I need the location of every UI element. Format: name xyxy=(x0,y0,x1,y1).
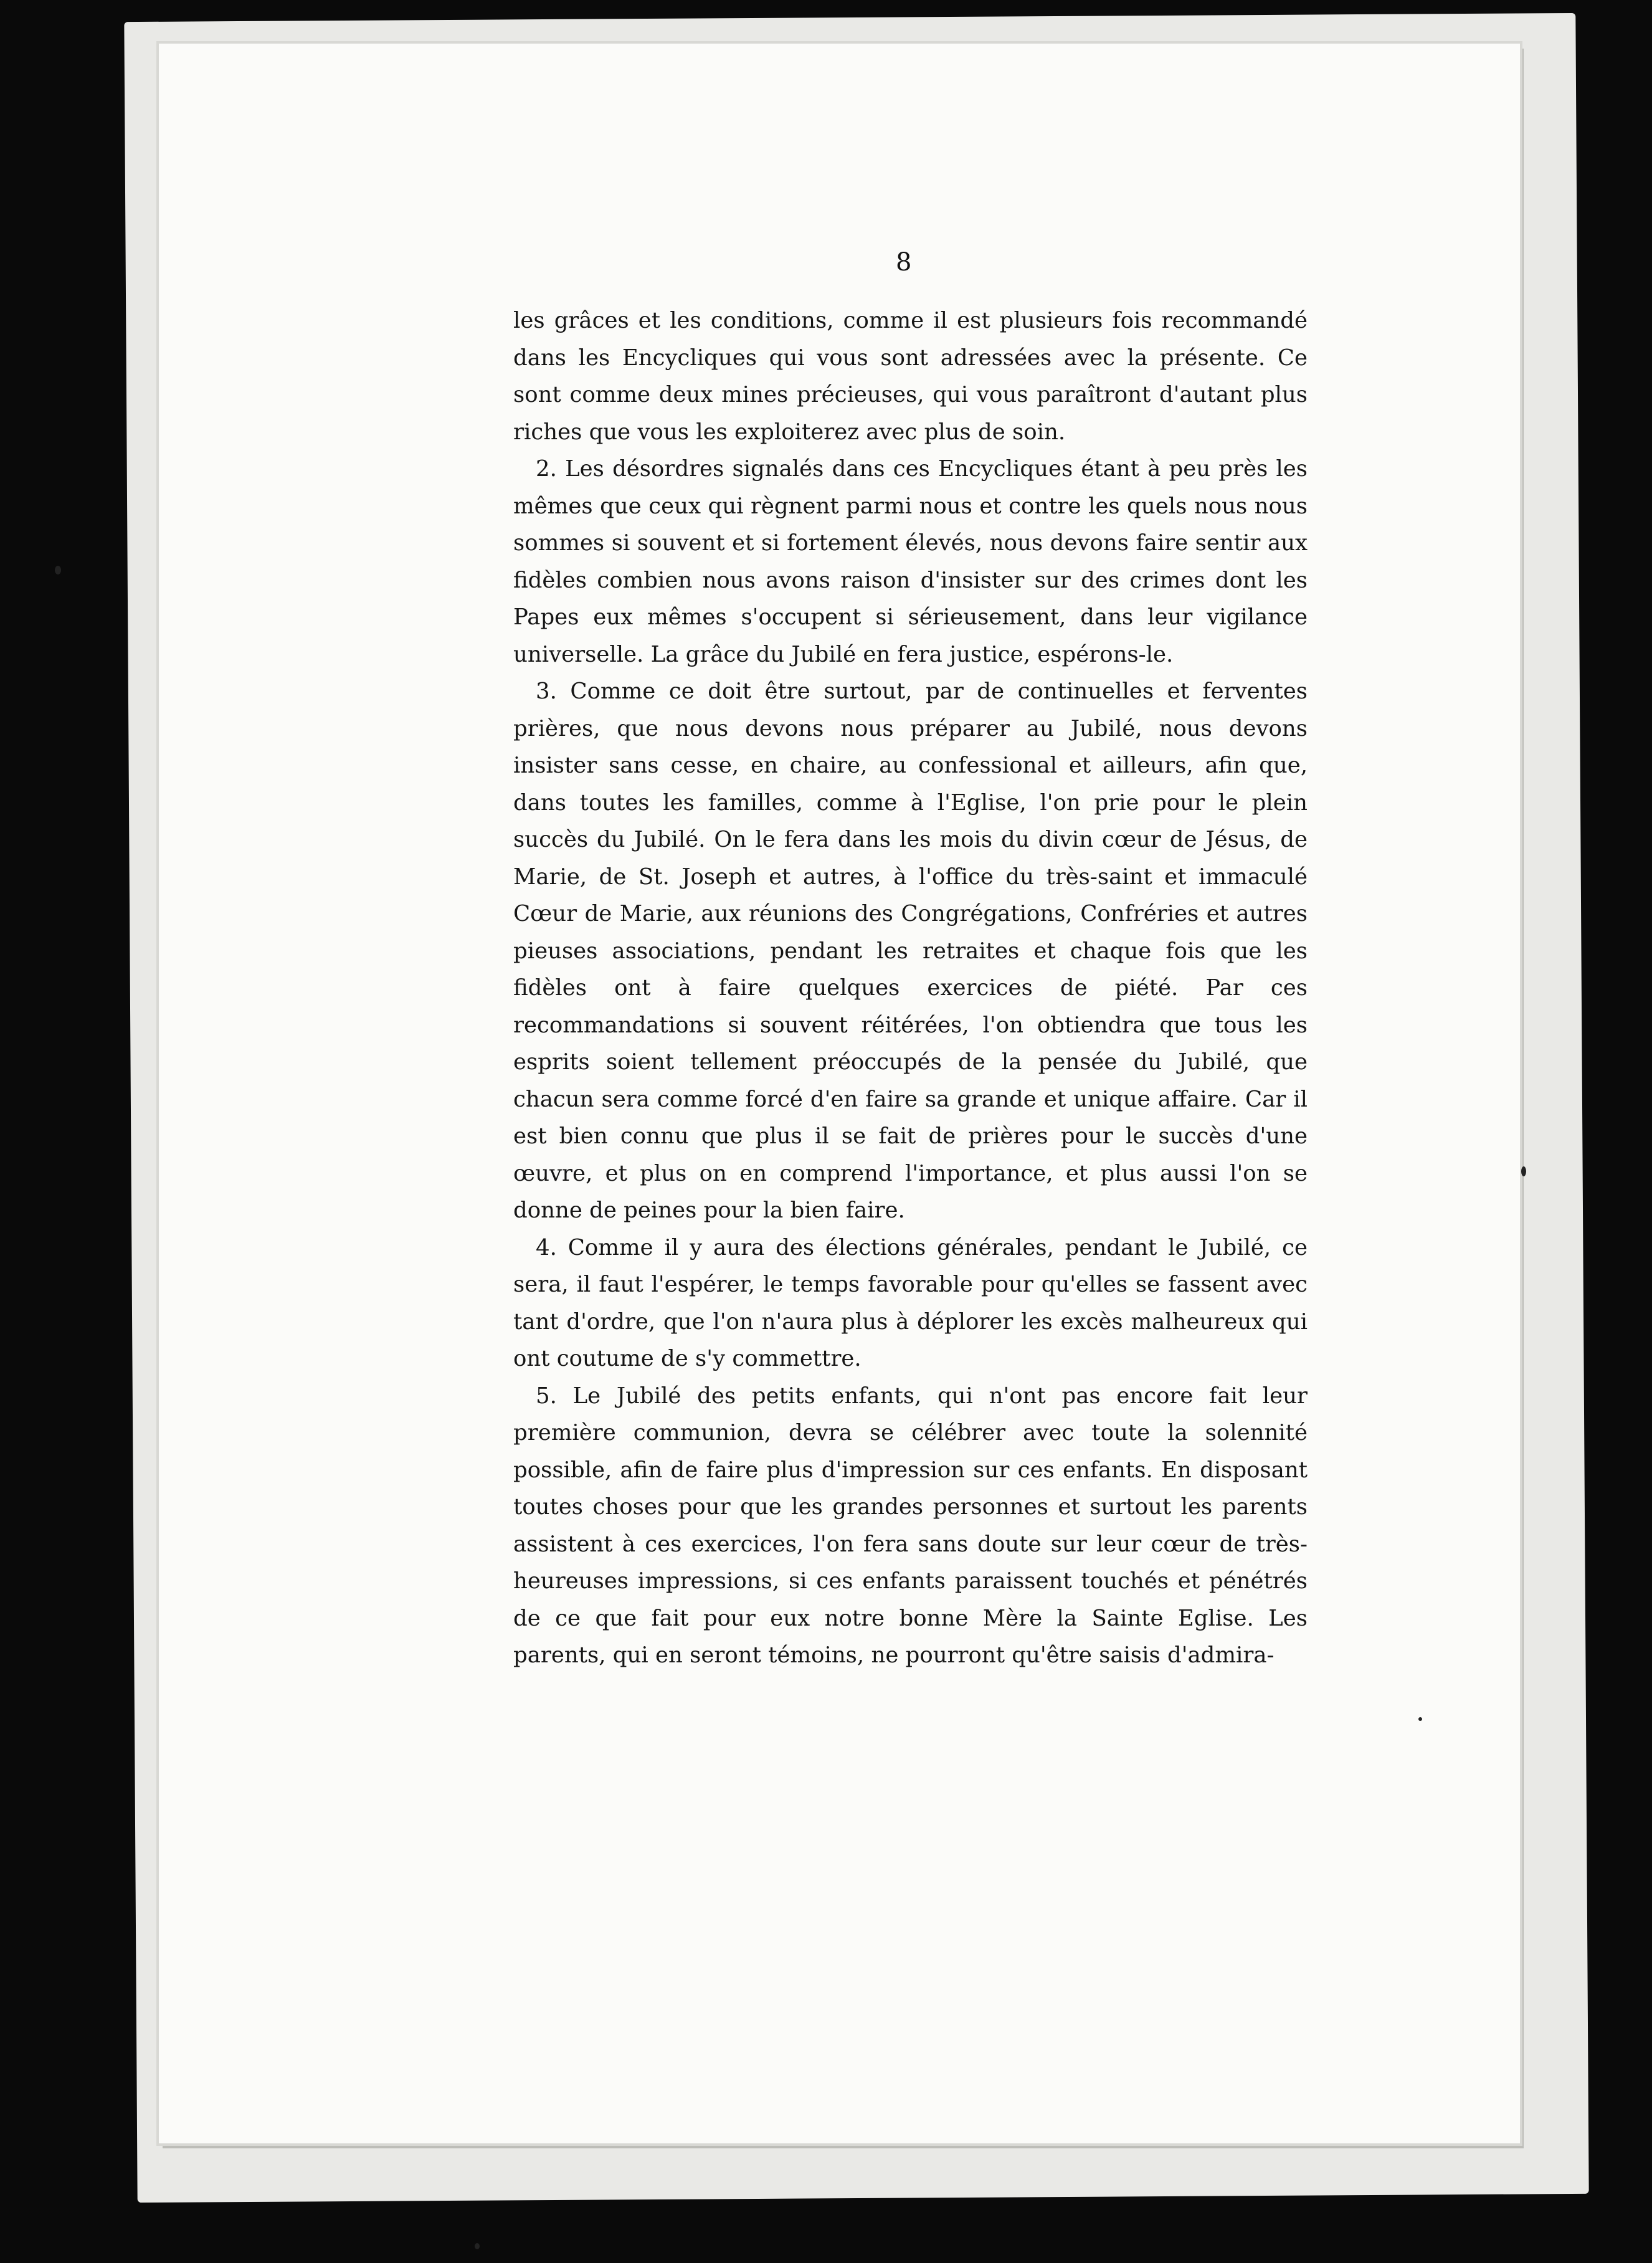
paragraph-5: 5. Le Jubilé des petits enfants, qui n'ont pas encore fait leur première communion, devra se célébrer avec toute la solennité possible, afin de faire plus d'impression sur ces enfants. En disposant toutes choses pour que les grandes personnes et surtout les parents assistent à ces exercices, l'on fera sans doute sur leur cœur de très-heureuses impressions, si ces enfants paraissent touchés et pénétrés de ce que fait pour eux notre bonne Mère la Sainte Eglise. Les parents, qui en seront témoins, ne pourront qu'être saisis d'admira- xyxy=(513,1383,1308,1668)
scan-speck xyxy=(55,566,61,574)
page-number: 8 xyxy=(896,248,912,277)
scan-speck xyxy=(475,2243,480,2249)
scan-speck xyxy=(1521,1166,1526,1176)
paragraph-continuation: les grâces et les conditions, comme il est plusieurs fois recommandé dans les Encycliques qui vous sont adressées avec la présente. Ce sont comme deux mines précieuses, qui vous paraîtront d'autant plus riches que vous les exploiterez avec plus de soin. xyxy=(513,308,1308,445)
paragraph-4: 4. Comme il y aura des élections générales, pendant le Jubilé, ce sera, il faut l'espérer, le temps favorable pour qu'elles se fassent avec tant d'ordre, que l'on n'aura plus à déplorer les excès malheureux qui ont coutume de s'y commettre. xyxy=(513,1234,1308,1371)
scan-speck xyxy=(1418,1717,1422,1721)
paragraph-3: 3. Comme ce doit être surtout, par de continuelles et ferventes prières, que nous devons nous préparer au Jubilé, nous devons insister sans cesse, en chaire, au confessional et ailleurs, afin que, dans toutes les familles, comme à l'Eglise, l'on prie pour le plein succès du Jubilé. On le fera dans les mois du divin cœur de Jésus, de Marie, de St. Joseph et autres, à l'office du très-saint et immaculé Cœur de Marie, aux réunions des Congrégations, Confréries et autres pieuses associations, pendant les retraites et chaque fois que les fidèles ont à faire quelques exercices de piété. Par ces recommandations si souvent réitérées, l'on obtiendra que tous les esprits soient tellement préoccupés de la pensée du Jubilé, que chacun sera comme forcé d'en faire sa grande et unique affaire. Car il est bien connu que plus il se fait de prières pour le succès d'une œuvre, et plus on en comprend l'importance, et plus aussi l'on se donne de peines pour la bien faire. xyxy=(513,679,1308,1223)
paragraph-2: 2. Les désordres signalés dans ces Encycliques étant à peu près les mêmes que ceux qui règnent parmi nous et contre les quels nous nous sommes si souvent et si fortement élevés, nous devons faire sentir aux fidèles combien nous avons raison d'insister sur des crimes dont les Papes eux mêmes s'occupent si sérieusement, dans leur vigilance universelle. La grâce du Jubilé en fera justice, espérons-le. xyxy=(513,456,1308,667)
body-text xyxy=(513,302,1308,1674)
